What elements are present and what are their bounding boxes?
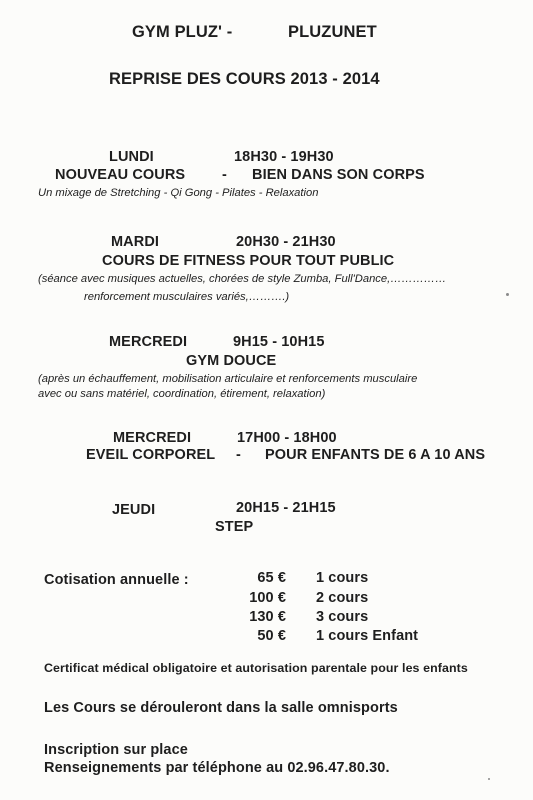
class-title-monday: BIEN DANS SON CORPS xyxy=(252,167,425,183)
class-title-wednesday-2: POUR ENFANTS DE 6 A 10 ANS xyxy=(265,447,486,463)
scan-speck xyxy=(506,293,509,296)
class-desc-tuesday-line2: renforcement musculaires variés,……….) xyxy=(84,291,290,303)
fee-price: 130 € xyxy=(249,609,286,625)
class-time-thursday: 20H15 - 21H15 xyxy=(236,500,336,516)
class-name-thursday: STEP xyxy=(215,519,254,535)
class-day-monday: LUNDI xyxy=(109,149,154,165)
class-name-wednesday-1: GYM DOUCE xyxy=(186,353,277,369)
class-dash-wednesday-2: - xyxy=(236,447,241,463)
class-name-tuesday: COURS DE FITNESS POUR TOUT PUBLIC xyxy=(102,253,395,269)
class-desc-tuesday-line1: (séance avec musiques actuelles, chorées de style Zumba, Full'Dance,…………… xyxy=(38,273,447,285)
fee-desc: 2 cours xyxy=(316,590,369,606)
class-day-wednesday-1: MERCREDI xyxy=(109,334,188,350)
fee-price: 100 € xyxy=(249,590,286,606)
certificate-note: Certificat médical obligatoire et autorisation parentale pour les enfants xyxy=(44,661,468,675)
class-time-tuesday: 20H30 - 21H30 xyxy=(236,234,336,250)
contact-note: Renseignements par téléphone au 02.96.47.80.30. xyxy=(44,760,390,776)
fees-label: Cotisation annuelle : xyxy=(44,572,189,588)
venue-note: Les Cours se dérouleront dans la salle omnisports xyxy=(44,700,398,716)
scan-speck xyxy=(488,778,490,780)
fee-price: 50 € xyxy=(257,628,286,644)
class-desc-monday: Un mixage de Stretching - Qi Gong - Pilates - Relaxation xyxy=(38,187,319,199)
fee-desc: 1 cours Enfant xyxy=(316,628,419,644)
town-name: PLUZUNET xyxy=(288,23,377,41)
class-name-monday: NOUVEAU COURS xyxy=(55,167,186,183)
class-dash-monday: - xyxy=(222,167,227,183)
class-time-wednesday-1: 9H15 - 10H15 xyxy=(233,334,325,350)
fee-desc: 3 cours xyxy=(316,609,369,625)
fee-price: 65 € xyxy=(257,570,286,586)
club-name: GYM PLUZ' - xyxy=(132,23,233,41)
class-day-thursday: JEUDI xyxy=(112,502,156,518)
season-title: REPRISE DES COURS 2013 - 2014 xyxy=(109,70,380,88)
fee-desc: 1 cours xyxy=(316,570,369,586)
class-day-wednesday-2: MERCREDI xyxy=(113,430,192,446)
class-desc-wednesday-1-line2: avec ou sans matériel, coordination, étirement, relaxation) xyxy=(38,388,326,400)
class-time-wednesday-2: 17H00 - 18H00 xyxy=(237,430,337,446)
class-time-monday: 18H30 - 19H30 xyxy=(234,149,334,165)
signup-note: Inscription sur place xyxy=(44,742,188,758)
class-name-wednesday-2: EVEIL CORPOREL xyxy=(86,447,216,463)
class-day-tuesday: MARDI xyxy=(111,234,160,250)
class-desc-wednesday-1-line1: (après un échauffement, mobilisation articulaire et renforcements musculaire xyxy=(38,373,418,385)
